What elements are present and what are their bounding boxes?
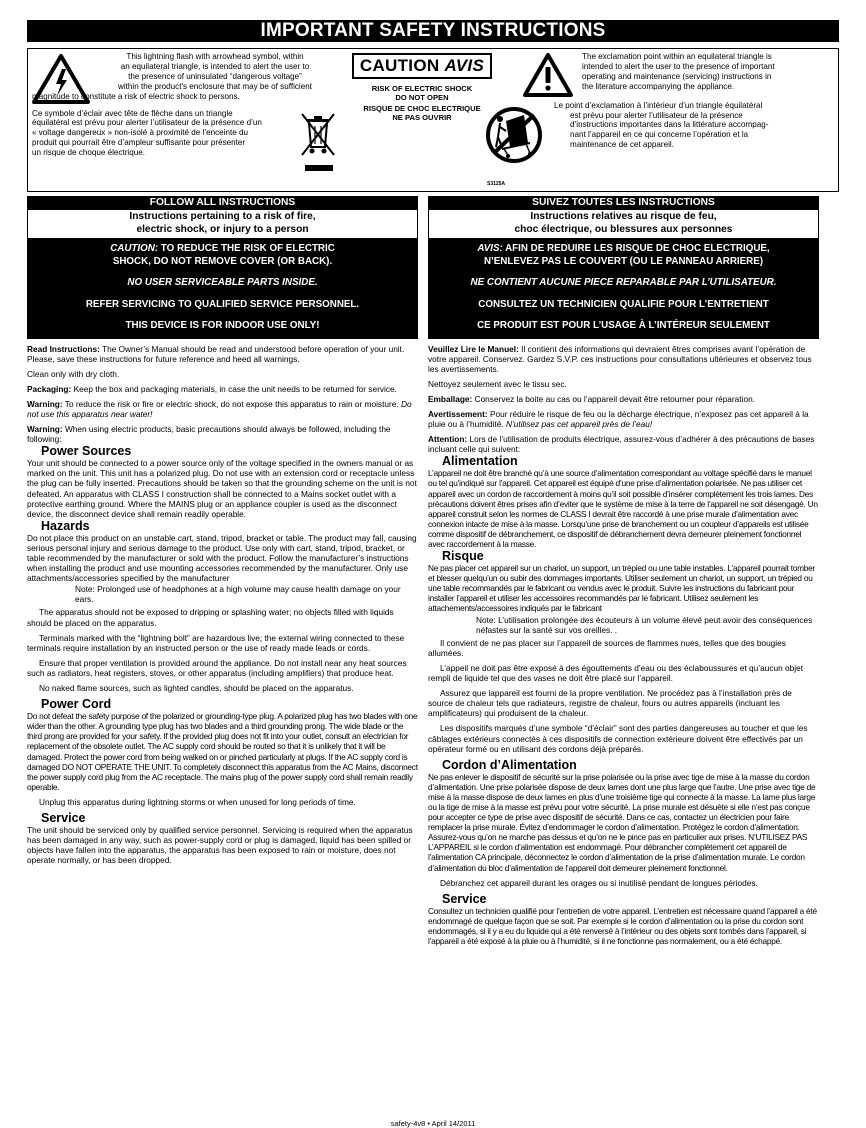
english-warning-box: CAUTION: TO REDUCE THE RISK OF ELECTRIC SHOCK, DO NOT REMOVE COVER (OR BACK). NO USER SERVICEABLE PARTS INSIDE. REFER SERVICING TO QUALIFIED SERVICE PERSONNEL. THIS DEVICE IS FOR INDOOR USE ONLY! <box>27 238 418 339</box>
alimentation-heading: Alimentation <box>442 454 518 469</box>
english-header: FOLLOW ALL INSTRUCTIONS <box>27 196 418 210</box>
french-body: Veuillez Lire le Manuel: Il contient des informations qui devraient êtres comprises avant l’opération de votre appareil. Conservez. Gardez S.V.P. ces instructions pour consultations ultérieures et observez tous les avertissements. Nettoyez seulement avec le tissu sec. Emballage: Conservez la boite au cas ou l’appareil devait être retourner pour réparation. Avertissement: Pour réduire le risque de feu ou la décharge électrique, n’exposez pas cet appareil à la pluie ou à l’humidité. N’utilisez pas cet appareil près de l’eau! Attention: Lors de l’utilisation de produits électrique, assurez-vous d’adhérer à des précautions de bases incluant celle qui suivent: Alimentation L’appareil ne doit être branché qu’à une source d’alimentation correspondant au voltage spécifié dans le manuel ou tel qu’indiqué sur l’appareil. Cet appareil est équipé d’une prise d’alimentation polarisée. Ne pas utiliser cet appareil avec un cordon de raccordement à moins qu’il soit possible d’insérer complètement les trois lames. Des précautions doivent êtres prises afin d’eviter que le système de mise à la terre de l’appareil ne soit désengagé. Un appareil construit selon les normes de CLASS I devrait être raccordé à une prise murale d’alimentation avec connexion intacte de mise à la masse. Lorsqu’une prise de branchement ou un coupleur d’appareils est utilisée comme dispositif de débranchement, ce dispositif de débranchement devra demeurer pleinement fonctionnel avec raccordement à la masse. Risque Ne pas placer cet appareil sur un chariot, un support, un trépied ou une table instables. L’appareil pourrait tomber et blesser quelqu’un ou subir des dommages importants. Utiliser seulement un chariot, un support, un trépied ou une table recommandés par le fabricant ou vendus avec le produit. Suivre les instructions du fabricant pour installer l’appareil et utiliser les accessoires recommandés par le fabricant. Utilisez seulement les attachements/accessoires indiqués par le fabricant Note: L’utilisation prolongée des écouteurs à un volume élevé peut avoir des conséquences néfastes sur la santé sur vos oreilles. . Il convient de ne pas placer sur l’appareil de sources de flammes nues, telles que des bougies allumées. L’appeil ne doit pas être exposé à des égouttements d’eau ou des éclaboussures et qu’aucun objet rempli de liquide tel que des vases ne doit être placé sur l’appareil. Assurez que lappareil est fourni de la propre ventilation. Ne procédez pas à l’installation près de source de chaleur tels que radiateurs, registre de chaleur, fours ou autres appareils (incluant les amplificateurs) qui produisent de la chaleur. Les dispositifs marqués d’une symbole “d’éclair” sont des parties dangereuses au toucher et que les câblages extérieurs connectés à ces dispositifs de connection extérieure doivent être effectivés par un opérateur formé ou en utilisant des cordons déjà préparés. Cordon d’Alimentation Ne pas enlever le dispositif de sécurité sur la prise polarisée ou la prise avec tige de mise à la masse du cordon d’alimentation. Une prise polarisée dispose de deux lames dont une plus large que l’autre. Une prise avec tige de mise à la masse dispose de deux lames en plus d’une troisième tige qui connecte à la masse. La lame plus large ou la tige de mise à la masse est prévu pour votre sécurité. La prise murale est désuète si elle n’est pas conçue pour accepter ce type de prise avec dispositif de sécurité. Dans ce cas, contactez un électricien pour faire remplacer la prise murale. Évitez d’endommager le cordon d’alimentation. Protégez le cordon d’alimentation. Assurez-vous qu’on ne marche pas dessus et qu’on ne le pince pas en particulier aux prises. N’UTILISEZ PAS L’APPAREIL si le cordon d’alimentation est endommagé. Pour débrancher complètement cet appareil de l’alimentation CA principale, déconnectez le cordon d’alimentation de la prise d’alimentation murale. Le cordon d’alimentation du bloc d’alimentation de l’appareil doit demeurer pleinement fonctionnel. Débranchez cet appareil durant les orages ou si inutilisé pendant de longues périodes. Service Consultez un technicien qualifié pour l’entretien de votre appareil. L’entretien est nécessaire quand l’appareil a été endommagé de quelque façon que se soit. Par exemple si le cordon d’alimentation ou la prise du cordon sont endommagés, si il y a eu du liquide qui a été renversé à l’intérieur ou des objets sont tombés dans l’appareil, si l’appareil a été exposé à la pluie ou à l’humidité, si il ne fonctionne pas normalement, ou a été échappé. <box>428 343 818 946</box>
exclamation-symbol-text: The exclamation point within an equilateral triangle is intended to alert the user to the presence of important operating and maintenance (servicing) instructions in the literature accompanying the appliance. Le point d’exclamation à l’intérieur d’un triangle équilatéral est prévu pour alerter l’utilisateur de la présence d’instructions importantes dans la littérature accompag- nant l’appareil en ce qui concerne l’opération et la maintenance de cet appareil. <box>556 52 838 150</box>
french-column <box>428 196 819 951</box>
hazards-heading: Hazards <box>41 518 90 533</box>
power-sources-heading: Power Sources <box>41 444 132 459</box>
english-subheader: Instructions pertaining to a risk of fire, electric shock, or injury to a person <box>27 210 418 238</box>
french-header: SUIVEZ TOUTES LES INSTRUCTIONS <box>428 196 819 210</box>
french-warning-box: AVIS: AFIN DE REDUIRE LES RISQUE DE CHOC ELECTRIQUE, N’ENLEVEZ PAS LE COUVERT (OU LE PANNEAU ARRIERE) NE CONTIENT AUCUNE PIECE REPARABLE PAR L’UTILISATEUR. CONSULTEZ UN TECHNICIEN QUALIFIE POUR L’ENTRETIENT CE PRODUIT EST POUR L’USAGE À L’INTÉREUR SEULEMENT <box>428 238 819 339</box>
page-title: IMPORTANT SAFETY INSTRUCTIONS <box>27 20 839 42</box>
english-column <box>27 196 418 870</box>
power-cord-heading: Power Cord <box>41 697 112 712</box>
service-heading: Service <box>41 810 86 825</box>
symbol-explanations <box>27 48 839 192</box>
weee-bar <box>305 165 333 171</box>
exclamation-symbol-text-fr: Le point d’exclamation à l’intérieur d’un triangle équilatéral est prévu pour alerter l’utilisateur de la présence d’instructions importantes dans la littérature accompag- nant l’appareil en ce qui concerne l’opération et la maintenance de cet appareil. <box>554 100 769 150</box>
safety-page <box>27 20 839 1128</box>
caution-avis-box: CAUTION AVIS <box>352 53 492 79</box>
cart-symbol-code: S3125A <box>487 181 506 187</box>
service-fr-heading: Service <box>442 891 487 906</box>
read-instructions: Read Instructions: The Owner’s Manual should be read and understood before operation of your unit. Please, save these instructions for future reference and heed all warnings. <box>27 343 405 364</box>
risque-heading: Risque <box>442 549 484 564</box>
english-body: Read Instructions: The Owner’s Manual should be read and understood before operation of your unit. Please, save these instructions for future reference and heed all warnings. Clean only with dry cloth. Packaging: Keep the box and packaging materials, in case the unit needs to be returned for service. Warning: To reduce the risk or fire or electric shock, do not expose this apparatus to rain or moisture. Do not use this apparatus near water! Warning: When using electric products, basic precautions should always be followed, including the following: Power Sources Your unit should be connected to a power source only of the voltage specified in the owners manual or as marked on the unit. This unit has a polarized plug. Do not use with an extension cord or receptacle unless the plug can be fully inserted. Precautions should be taken so that the grounding scheme on the unit is not defeated. An apparatus with CLASS I construction shall be connected to a Mains socket outlet with a protective earthing ground. Where the MAINS plug or an appliance coupler is used as the disconnect device, the disconnect device shall remain readily operable. Hazards Do not place this product on an unstable cart, stand, tripod, bracket or table. The product may fall, causing serious personal injury and serious damage to the product. Use only with cart, stand, tripod, bracket, or table recommended by the manufacturer or sold with the product. Follow the manufacturer’s instructions when installing the product and use mounting accessories recommended by the manufacturer. Only use attachments/accessories specified by the manufacturer Note: Prolonged use of headphones at a high volume may cause health damage on your ears. The apparatus should not be exposed to dripping or splashing water; no objects filled with liquids should be placed on the apparatus. Terminals marked with the “lightning bolt” are hazardous live; the external wiring connected to these terminals require installation by an instructed person or the use of ready made leads or cords. Ensure that proper ventilation is provided around the appliance. Do not install near any heat sources such as radiators, heat registers, stoves, or other apparatus (including amplifiers) that produce heat. No naked flame sources, such as lighted candles, should be placed on the apparatus. Power Cord Do not defeat the safety purpose of the polarized or grounding-type plug. A polarized plug has two blades with one wider than the other. A grounding type plug has two blades and a third grounding prong. The wide blade or the third prong are provided for your safety. If the provided plug does not fit into your outlet, consult an electrician for replacement of the obsolete outlet. The AC supply cord should be routed so that it is unlikely that it will be damaged. Protect the power cord from being walked on or pinched particularly at plugs. If the AC supply cord is damaged DO NOT OPERATE THE UNIT. To completely disconnect this apparatus from the AC Mains, disconnect the power supply cord plug from the AC receptacle. The mains plug of the power supply cord shall remain readily operable. Unplug this apparatus during lightning storms or when unused for long periods of time. Service The unit should be serviced only by qualified service personnel. Servicing is required when the apparatus has been damaged in any way, such as power-supply cord or plug is damaged, liquid has been spilled or objects have fallen into the apparatus, the apparatus has been exposed to rain or moisture, does not operate normally, or has been dropped. <box>27 343 418 866</box>
lightning-symbol-text-fr: Ce symbole d’éclair avec tête de flèche dans un triangle équilatéral est prévu pour alerter l’utilisateur de la présence d’un « voltage dangereux » non-isolé à proximité de l’enceinte du produit qui pourrait être d’ampleur suffisante pour présenter un risque de choque électrique. <box>32 108 262 158</box>
cordon-heading: Cordon d’Alimentation <box>442 757 577 772</box>
french-subheader: Instructions relatives au risque de feu, choc électrique, ou blessures aux personnes <box>428 210 819 238</box>
caution-label: CAUTION AVIS RISK OF ELECTRIC SHOCK DO NOT OPEN RISQUE DE CHOC ELECTRIQUE NE PAS OUVRIR <box>342 53 502 122</box>
lightning-symbol-text: This lightning flash with arrowhead symbol, within an equilateral triangle, is intended to alert the user to the presence of uninsulated “dangerous voltage” within the product's enclosure that may be of sufficient magnitude to constitute a risk of electric shock to persons. Ce symbole d’éclair avec tête de flèche dans un triangle équilatéral est prévu pour alerter l’utilisateur de la présence d’un « voltage dangereux » non-isolé à proximité de l’enceinte du produit qui pourrait être d’ampleur suffisante pour présenter un risque de choque électrique. <box>32 52 332 158</box>
document-footer: safety-4v8 • April 14/2011 <box>390 1119 476 1128</box>
weee-bin-icon <box>298 111 338 163</box>
cart-tipover-icon <box>486 89 542 181</box>
